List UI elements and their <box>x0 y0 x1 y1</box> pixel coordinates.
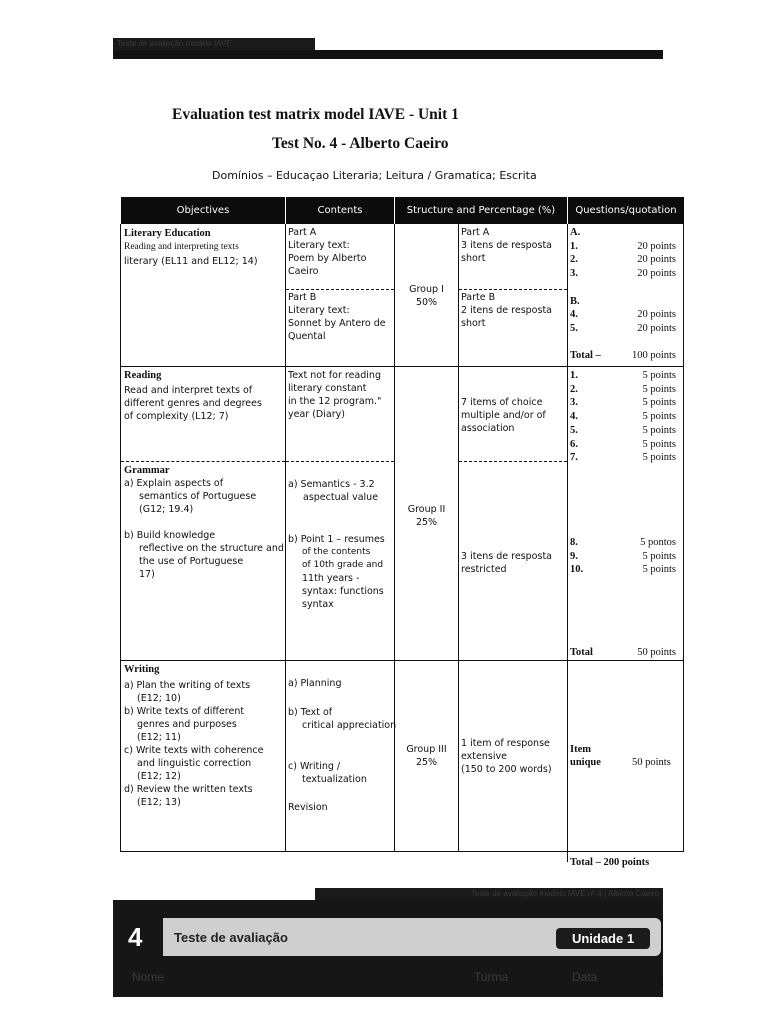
footer-test-number: 4 <box>128 922 143 952</box>
grammar-structure: 3 itens de resposta restricted <box>461 551 552 575</box>
footer-date-label: Data <box>572 970 598 984</box>
col-header-structure: Structure and Percentage (%) <box>395 197 567 224</box>
col-header-objectives: Objectives <box>121 197 285 224</box>
grammar-title: Grammar <box>124 465 170 476</box>
grammar-quotation: 8. 5 pontos 9. 5 points 10. 5 points <box>570 537 676 576</box>
grammar-contents-b: b) Point 1 – resumes of the contents of 10th grade and 11th years - syntax: functions syntax <box>288 534 385 610</box>
reading-structure: 7 items of choice multiple and/or of association <box>461 397 546 434</box>
document-subtitle: Test No. 4 - Alberto Caeiro <box>272 135 449 152</box>
group-2-label: Group II 25% <box>407 504 446 528</box>
literary-line-1: Reading and interpreting texts <box>124 242 239 252</box>
literary-partB-contents: Part B Literary text: Sonnet by Antero de Quental <box>288 292 386 342</box>
grammar-contents-a: a) Semantics - 3.2 aspectual value <box>288 479 379 503</box>
writing-item-label: Item unique <box>570 744 601 768</box>
writing-contents-revision: Revision <box>288 802 328 813</box>
group-1-label: Group I 50% <box>409 284 444 308</box>
literary-quotation: A. 1. 20 points 2. 20 points 3. 20 points B. 4. 20 points 5. 20 points Total – 100 points <box>570 227 676 362</box>
literary-partB-structure: Parte B 2 itens de resposta short <box>461 292 552 329</box>
writing-title: Writing <box>124 664 160 675</box>
literary-title: Literary Education <box>124 228 211 239</box>
grand-total: Total – 200 points <box>570 857 650 868</box>
domains-line: Domínios – Educaçao Literaria; Leitura / Gramatica; Escrita <box>212 169 537 182</box>
footer-band-title: Teste de avaliação <box>174 930 288 945</box>
reading-objectives: Read and interpret texts of different genres and degrees of complexity (L12; 7) <box>124 385 262 422</box>
reading-title: Reading <box>124 370 162 381</box>
group-3-label: Group III 25% <box>406 744 447 768</box>
writing-contents-b: b) Text of critical appreciation <box>288 707 397 731</box>
reading-quotation: 1. 5 points 2. 5 points 3. 5 points 4. 5 points 5. 5 points 6. 5 points 7. 5 points <box>570 370 676 464</box>
top-strip-label: Teste de avaliação modelo IAVE <box>113 38 315 50</box>
writing-structure: 1 item of response extensive (150 to 200 words) <box>461 738 552 775</box>
literary-partA-structure: Part A 3 itens de resposta short <box>461 227 552 264</box>
page-number: 1 <box>657 974 664 988</box>
bottom-strip-label: Teste de avaliação modelo IAVE nº 4 | Alberto Caeiro <box>315 888 663 900</box>
document-title: Evaluation test matrix model IAVE - Unit 1 <box>172 106 459 123</box>
writing-item-value: 50 points <box>632 757 671 768</box>
grammar-objective-a: a) Explain aspects of semantics of Portuguese (G12; 19.4) <box>124 478 257 515</box>
top-rule <box>113 50 663 59</box>
grammar-objective-b: b) Build knowledge reflective on the structure and the use of Portuguese 17) <box>124 530 284 580</box>
col-header-contents: Contents <box>286 197 394 224</box>
reading-contents: Text not for reading literary constant in the 12 program." year (Diary) <box>288 370 382 420</box>
writing-contents-a: a) Planning <box>288 678 342 689</box>
literary-line-2: literary (EL11 and EL12; 14) <box>124 256 258 267</box>
footer-name-label: Nome <box>132 970 165 984</box>
writing-contents-c: c) Writing / textualization <box>288 761 367 785</box>
unit-badge: Unidade 1 <box>556 928 650 949</box>
footer-class-label: Turma <box>474 970 509 984</box>
literary-partA-contents: Part A Literary text: Poem by Alberto Caeiro <box>288 227 367 277</box>
grammar-total: Total 50 points <box>570 647 676 658</box>
writing-objectives: a) Plan the writing of texts (E12; 10) b) Write texts of different genres and purposes (E12; 11) c) Write texts with coherence and linguistic correction (E12; 12) d) Review the written texts (E12; 13) <box>124 680 264 808</box>
col-header-questions: Questions/quotation <box>568 197 684 224</box>
